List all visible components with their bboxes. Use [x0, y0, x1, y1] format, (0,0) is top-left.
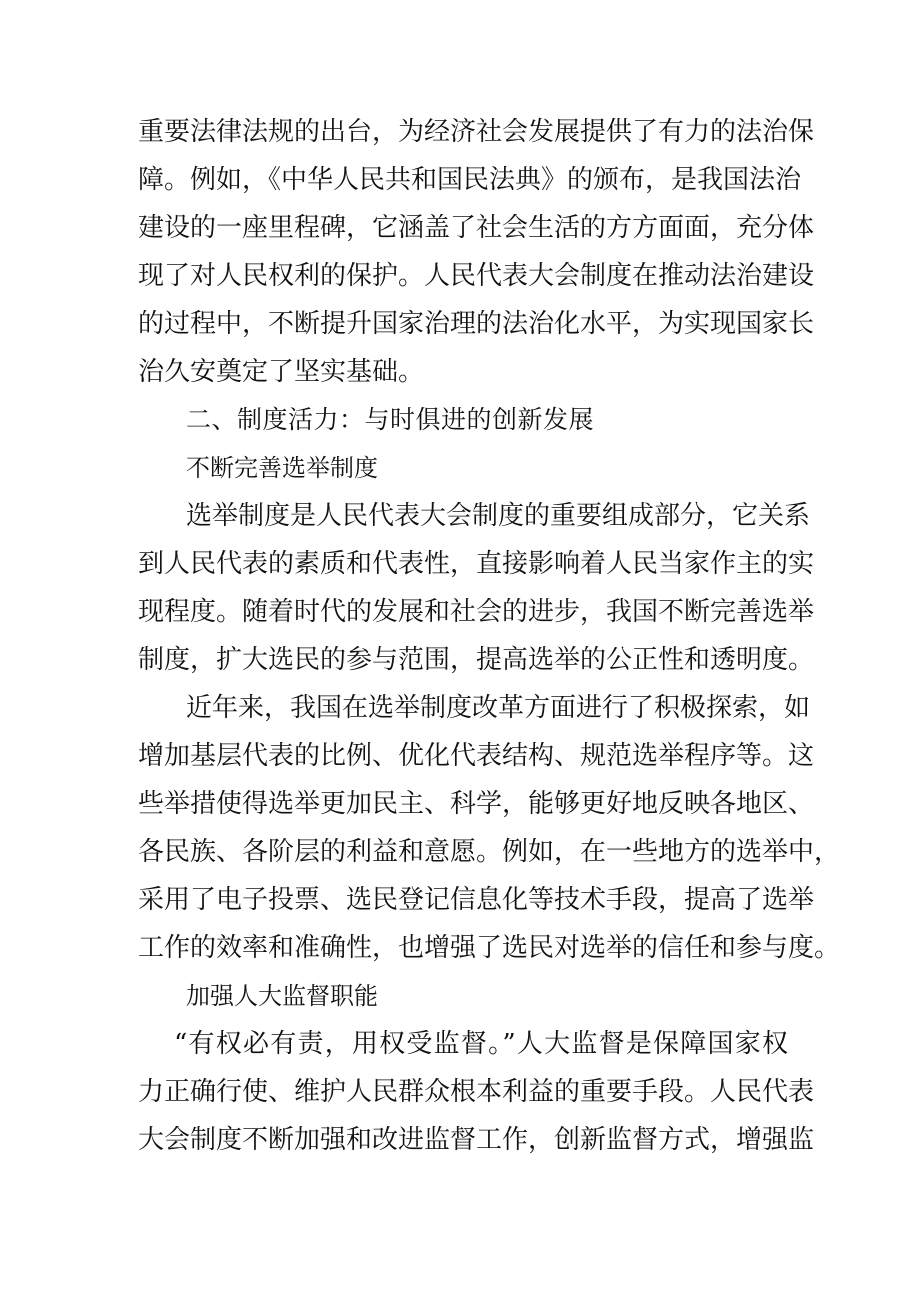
paragraph-line: 大会制度不断加强和改进监督工作，创新监督方式，增强监	[138, 1125, 815, 1155]
subsection-heading: 加强人大监督职能	[186, 982, 378, 1010]
paragraph-line: 采用了电子投票、选民登记信息化等技术手段，提高了选举	[138, 885, 815, 915]
document-body	[138, 108, 841, 1164]
paragraph-line: 障。例如，《中华人民共和国民法典》的颁布，是我国法治	[138, 165, 802, 195]
paragraph-line: 些举措使得选举更加民主、科学，能够更好地反映各地区、	[138, 789, 815, 819]
paragraph-line: 各民族、各阶层的利益和意愿。例如，在一些地方的选举中，	[138, 837, 841, 867]
section-heading: 二、制度活力：与时俱进的创新发展	[186, 405, 595, 434]
paragraph-line: 选举制度是人民代表大会制度的重要组成部分，它关系	[186, 501, 811, 531]
paragraph-line: 制度，扩大选民的参与范围，提高选举的公正性和透明度。	[138, 645, 815, 675]
paragraph-line: 现了对人民权利的保护。人民代表大会制度在推动法治建设	[138, 261, 815, 291]
paragraph-line: 现程度。随着时代的发展和社会的进步，我国不断完善选举	[138, 597, 815, 627]
paragraph-line: 的过程中，不断提升国家治理的法治化水平，为实现国家长	[138, 309, 815, 339]
paragraph-line: 力正确行使、维护人民群众根本利益的重要手段。人民代表	[138, 1077, 815, 1107]
paragraph-line: 近年来，我国在选举制度改革方面进行了积极探索，如	[186, 693, 811, 723]
paragraph-line: 建设的一座里程碑，它涵盖了社会生活的方方面面，充分体	[138, 213, 815, 243]
paragraph-line: 治久安奠定了坚实基础。	[138, 357, 425, 387]
paragraph-line: 重要法律法规的出台，为经济社会发展提供了有力的法治保	[138, 117, 815, 147]
paragraph-line: “有权必有责，用权受监督。”人大监督是保障国家权	[174, 1029, 788, 1059]
paragraph-line: 到人民代表的素质和代表性，直接影响着人民当家作主的实	[138, 549, 815, 579]
paragraph-line: 增加基层代表的比例、优化代表结构、规范选举程序等。这	[138, 741, 815, 771]
paragraph-line: 工作的效率和准确性，也增强了选民对选举的信任和参与度。	[138, 933, 841, 963]
subsection-heading: 不断完善选举制度	[186, 454, 378, 482]
